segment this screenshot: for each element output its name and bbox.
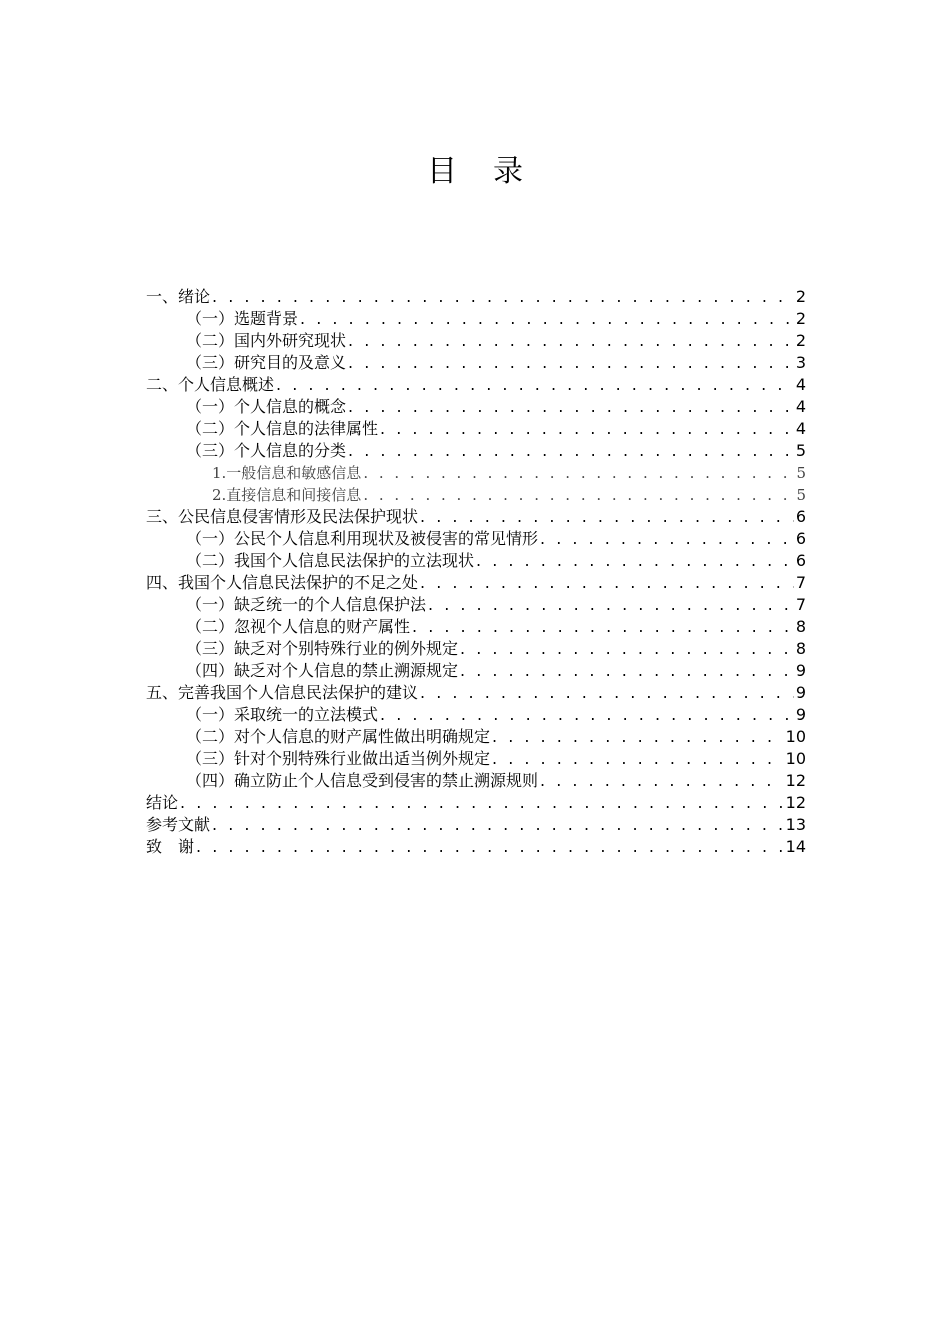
toc-entry-text: 结论 — [146, 793, 179, 812]
toc-entry-text: （二）忽视个人信息的财产属性 — [186, 617, 411, 636]
toc-entry-text: （三）研究目的及意义 — [186, 353, 347, 372]
toc-leader-dots — [476, 550, 794, 572]
toc-entry-page: 6 — [795, 551, 806, 570]
toc-entry[interactable] — [146, 528, 806, 550]
toc-leader-dots — [428, 594, 794, 616]
toc-entry-page: 4 — [795, 419, 806, 438]
toc-entry[interactable] — [146, 550, 806, 572]
toc-entry-page: 9 — [795, 705, 806, 724]
toc-leader-dots — [380, 418, 794, 440]
toc-entry[interactable] — [146, 462, 806, 484]
toc-entry-text: （四）确立防止个人信息受到侵害的禁止溯源规则 — [186, 771, 539, 790]
toc-entry-page: 10 — [785, 749, 806, 768]
toc-entry-text: 二、个人信息概述 — [146, 375, 275, 394]
toc-entry-text: （一）公民个人信息利用现状及被侵害的常见情形 — [186, 529, 539, 548]
toc-entry-page: 3 — [795, 353, 806, 372]
toc-entry-text: 一、绪论 — [146, 287, 211, 306]
toc-entry[interactable] — [146, 638, 806, 660]
toc-leader-dots — [276, 374, 794, 396]
toc-entry[interactable] — [146, 770, 806, 792]
toc-entry[interactable] — [146, 616, 806, 638]
toc-leader-dots — [492, 748, 784, 770]
toc-entry-text: （一）采取统一的立法模式 — [186, 705, 379, 724]
toc-entry[interactable] — [146, 792, 806, 814]
toc-entry-page: 5 — [796, 464, 806, 482]
toc-entry[interactable] — [146, 594, 806, 616]
toc-entry-text: （三）个人信息的分类 — [186, 441, 347, 460]
toc-leader-dots — [180, 792, 784, 814]
toc-entry[interactable] — [146, 814, 806, 836]
toc-entry-text: （三）针对个别特殊行业做出适当例外规定 — [186, 749, 491, 768]
toc-entry-page: 7 — [795, 595, 806, 614]
toc-entry[interactable] — [146, 682, 806, 704]
toc-leader-dots — [460, 660, 794, 682]
toc-entry-text: 参考文献 — [146, 815, 211, 834]
toc-entry-text: （四）缺乏对个人信息的禁止溯源规定 — [186, 661, 459, 680]
toc-entry-text: （一）选题背景 — [186, 309, 299, 328]
toc-entry-text: （二）个人信息的法律属性 — [186, 419, 379, 438]
toc-leader-dots — [540, 528, 794, 550]
table-of-contents — [146, 286, 806, 858]
toc-title — [0, 150, 950, 194]
toc-entry-page: 8 — [795, 639, 806, 658]
toc-leader-dots — [212, 286, 794, 308]
toc-entry-page: 13 — [785, 815, 806, 834]
toc-leader-dots — [300, 308, 794, 330]
toc-leader-dots — [420, 682, 794, 704]
toc-entry-page: 10 — [785, 727, 806, 746]
toc-entry-text: 五、完善我国个人信息民法保护的建议 — [146, 683, 419, 702]
toc-entry[interactable] — [146, 484, 806, 506]
toc-leader-dots — [212, 814, 784, 836]
toc-entry-page: 7 — [795, 573, 806, 592]
toc-entry[interactable] — [146, 748, 806, 770]
toc-entry-text: 三、公民信息侵害情形及民法保护现状 — [146, 507, 419, 526]
toc-leader-dots — [348, 440, 794, 462]
toc-leader-dots — [196, 836, 784, 858]
toc-entry[interactable] — [146, 418, 806, 440]
toc-leader-dots — [460, 638, 794, 660]
toc-entry-page: 2 — [795, 287, 806, 306]
toc-leader-dots — [348, 396, 794, 418]
toc-entry-page: 6 — [795, 507, 806, 526]
toc-entry[interactable] — [146, 660, 806, 682]
toc-entry-page: 12 — [785, 771, 806, 790]
toc-leader-dots — [380, 704, 794, 726]
toc-entry[interactable] — [146, 726, 806, 748]
toc-entry[interactable] — [146, 396, 806, 418]
toc-entry-page: 9 — [795, 683, 806, 702]
toc-entry-text: （二）对个人信息的财产属性做出明确规定 — [186, 727, 491, 746]
toc-entry[interactable] — [146, 572, 806, 594]
toc-entry-page: 4 — [795, 375, 806, 394]
toc-entry-text: 1.一般信息和敏感信息 — [212, 464, 362, 482]
toc-entry-text: （一）个人信息的概念 — [186, 397, 347, 416]
toc-entry-page: 2 — [795, 309, 806, 328]
toc-leader-dots — [412, 616, 794, 638]
toc-entry[interactable] — [146, 308, 806, 330]
toc-entry[interactable] — [146, 704, 806, 726]
toc-entry-page: 4 — [795, 397, 806, 416]
toc-entry-page: 9 — [795, 661, 806, 680]
toc-entry-page: 2 — [795, 331, 806, 350]
toc-entry-page: 12 — [785, 793, 806, 812]
toc-leader-dots — [363, 484, 794, 506]
toc-entry-page: 14 — [785, 837, 806, 856]
toc-entry-page: 5 — [795, 441, 806, 460]
toc-leader-dots — [420, 506, 794, 528]
toc-entry[interactable] — [146, 286, 806, 308]
toc-leader-dots — [492, 726, 784, 748]
toc-title-part1: 目 — [427, 154, 457, 189]
toc-entry[interactable] — [146, 506, 806, 528]
toc-leader-dots — [420, 572, 794, 594]
toc-entry-text: 致 谢 — [146, 837, 195, 856]
toc-entry-text: （一）缺乏统一的个人信息保护法 — [186, 595, 427, 614]
toc-title-part2: 录 — [493, 154, 523, 189]
toc-entry[interactable] — [146, 330, 806, 352]
toc-entry-page: 8 — [795, 617, 806, 636]
toc-entry-page: 6 — [795, 529, 806, 548]
toc-entry-page: 5 — [796, 486, 806, 504]
toc-leader-dots — [348, 352, 794, 374]
toc-entry-text: 2.直接信息和间接信息 — [212, 486, 362, 504]
toc-entry-text: 四、我国个人信息民法保护的不足之处 — [146, 573, 419, 592]
toc-entry-text: （三）缺乏对个别特殊行业的例外规定 — [186, 639, 459, 658]
toc-leader-dots — [540, 770, 784, 792]
toc-entry[interactable] — [146, 836, 806, 858]
toc-leader-dots — [363, 462, 794, 484]
toc-entry-text: （二）国内外研究现状 — [186, 331, 347, 350]
toc-entry[interactable] — [146, 352, 806, 374]
toc-entry-text: （二）我国个人信息民法保护的立法现状 — [186, 551, 475, 570]
toc-entry[interactable] — [146, 440, 806, 462]
toc-entry[interactable] — [146, 374, 806, 396]
toc-leader-dots — [348, 330, 794, 352]
